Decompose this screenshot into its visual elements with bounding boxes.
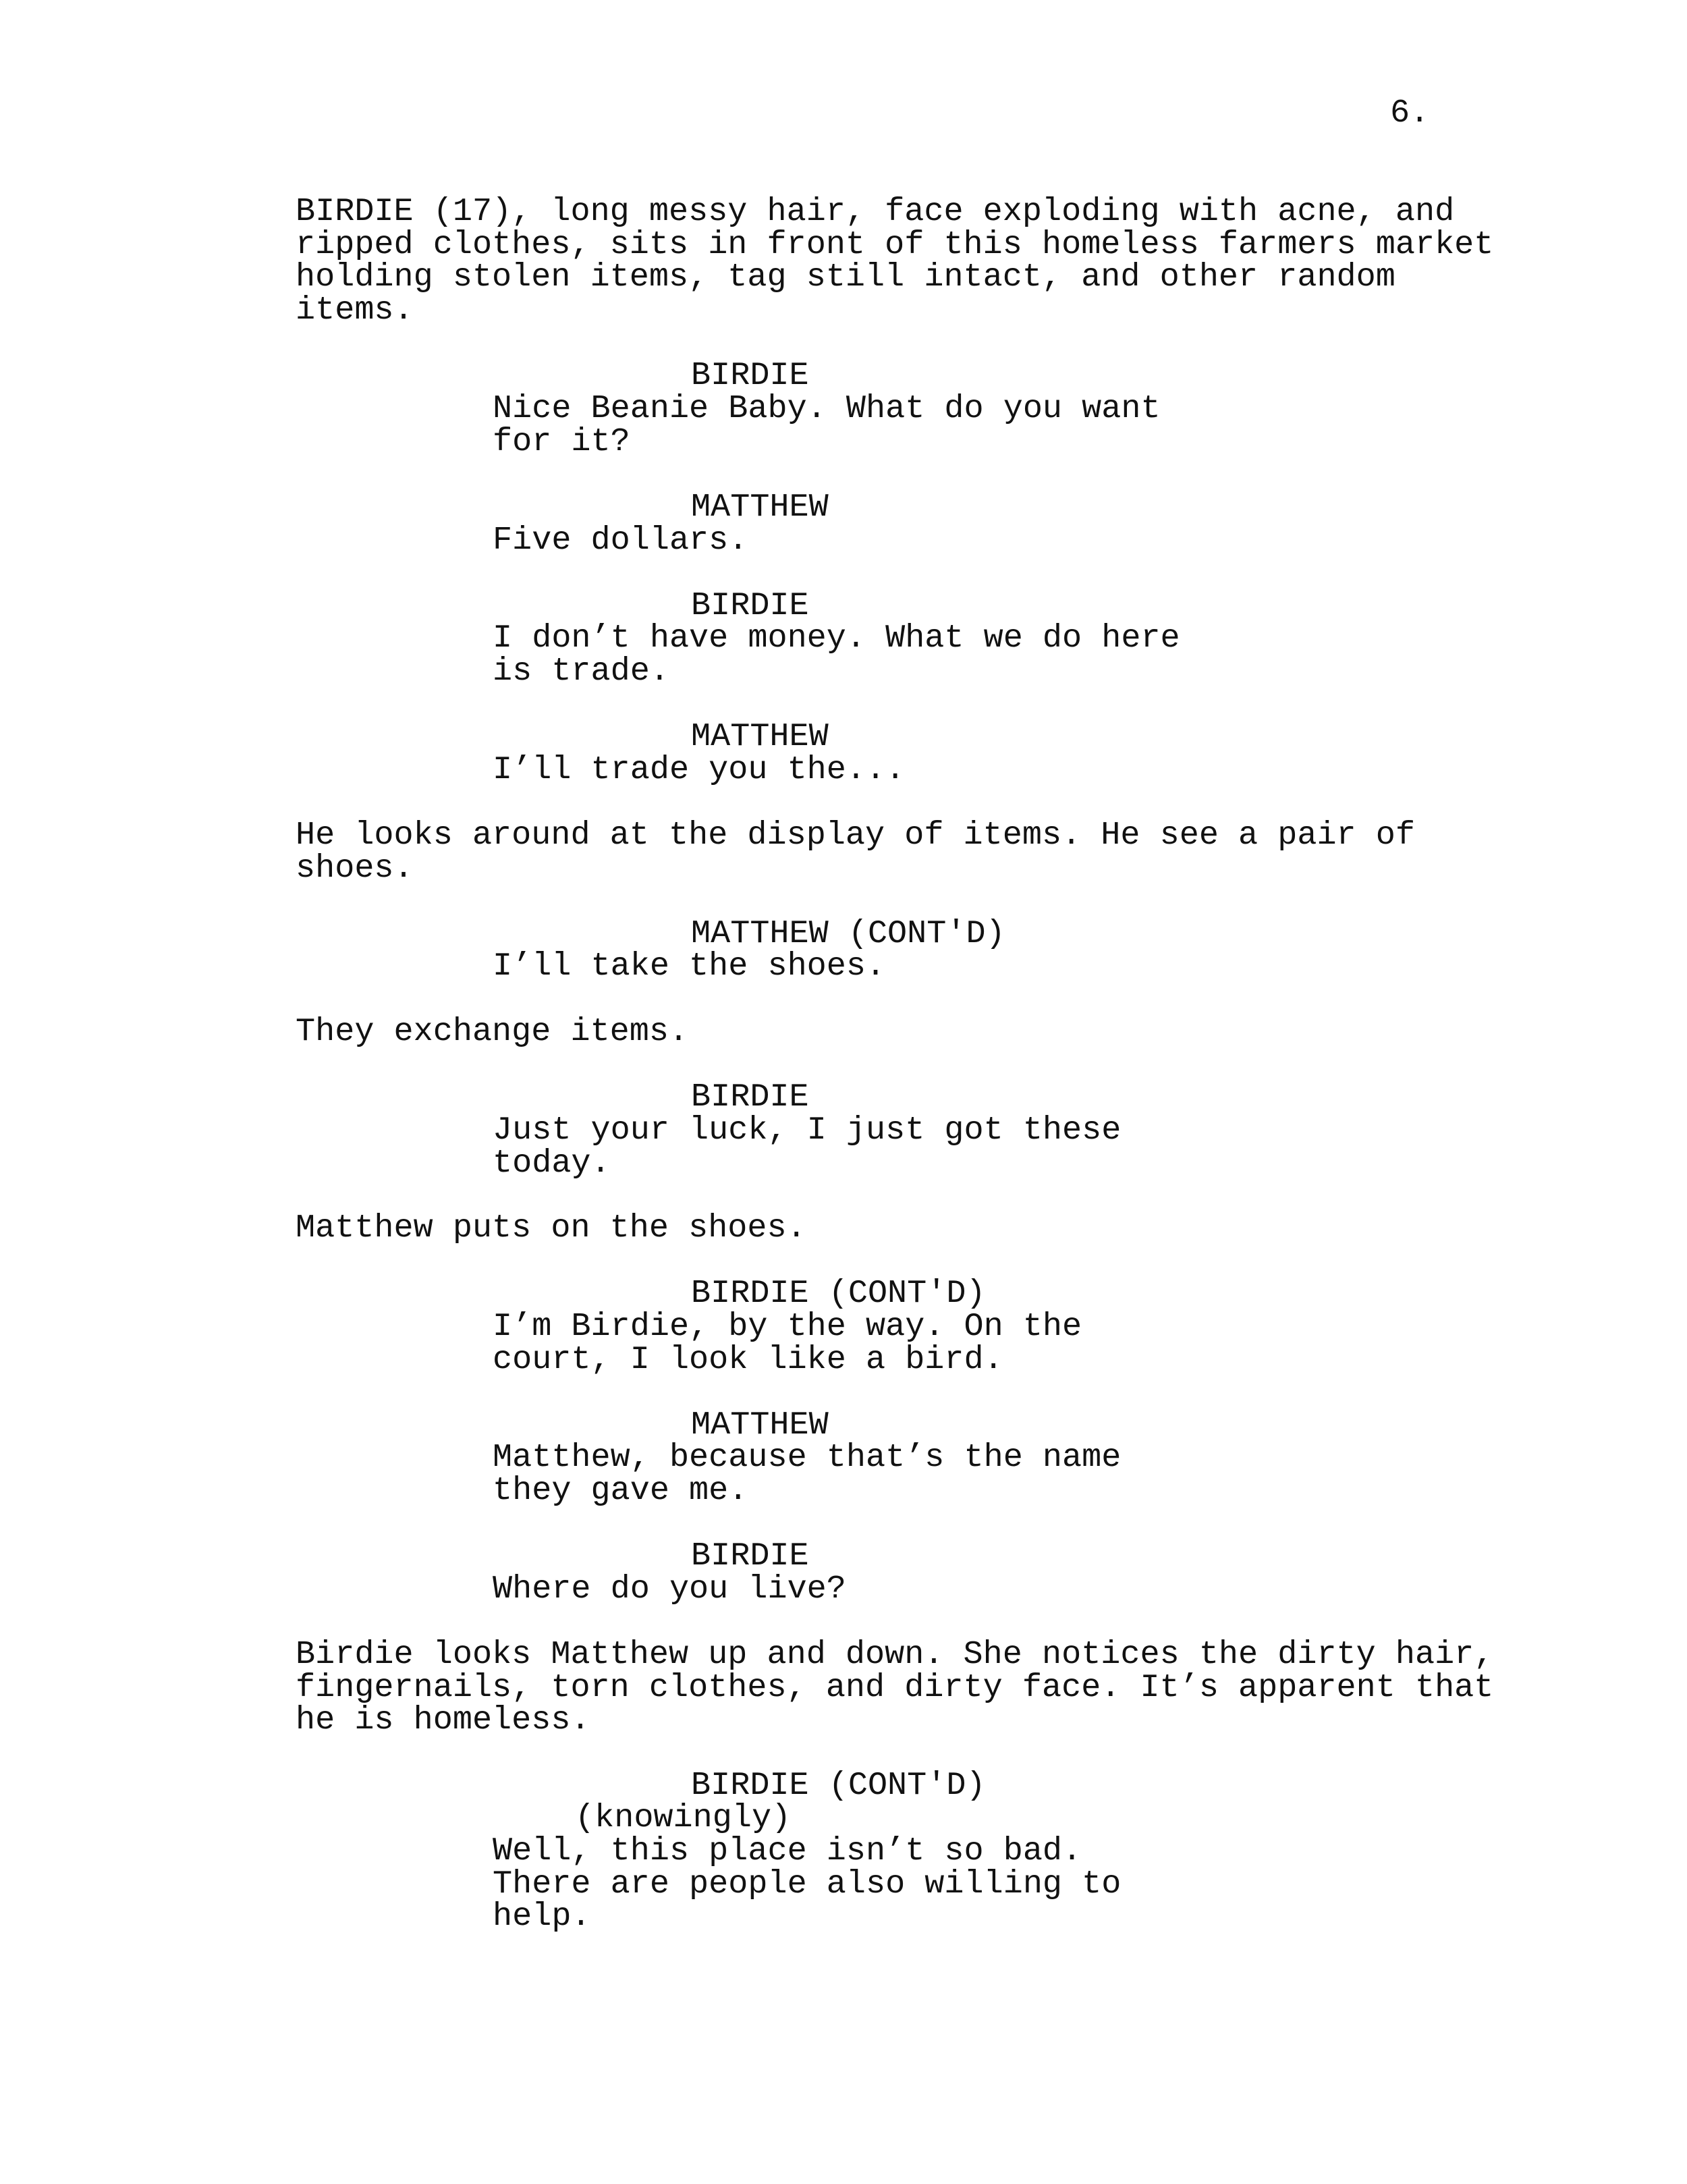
character-cue: BIRDIE xyxy=(691,1079,809,1116)
action-line: They exchange items. xyxy=(296,1013,689,1050)
dialogue-line: I’ll take the shoes. xyxy=(493,948,886,985)
dialogue-line: Where do you live? xyxy=(493,1571,846,1608)
character-cue: MATTHEW (CONT'D) xyxy=(691,915,1005,952)
dialogue-line: I’ll trade you the... xyxy=(493,751,906,788)
dialogue-line: Five dollars. xyxy=(493,522,748,559)
character-cue: BIRDIE xyxy=(691,1537,809,1575)
page-number: 6. xyxy=(1390,94,1430,132)
dialogue-line: Well, this place isn’t so bad. There are people also willing to help. xyxy=(493,1832,1122,1935)
dialogue-line: Just your luck, I just got these today. xyxy=(493,1112,1122,1182)
character-cue: BIRDIE (CONT'D) xyxy=(691,1767,986,1804)
parenthetical: (knowingly) xyxy=(575,1799,792,1836)
dialogue-line: I don’t have money. What we do here is trade. xyxy=(493,620,1180,690)
character-cue: MATTHEW xyxy=(691,1407,829,1444)
character-cue: MATTHEW xyxy=(691,718,829,755)
dialogue-line: Matthew, because that’s the name they gave me. xyxy=(493,1439,1122,1509)
action-line: He looks around at the display of items. He see a pair of shoes. xyxy=(296,817,1415,887)
character-cue: MATTHEW xyxy=(691,489,829,526)
action-line: BIRDIE (17), long messy hair, face exploding with acne, and ripped clothes, sits in front of this homeless farmers market holding stolen items, tag still intact, and other random items. xyxy=(296,193,1494,329)
character-cue: BIRDIE xyxy=(691,587,809,624)
action-line: Matthew puts on the shoes. xyxy=(296,1209,806,1247)
dialogue-line: Nice Beanie Baby. What do you want for it? xyxy=(493,390,1161,460)
dialogue-line: I’m Birdie, by the way. On the court, I look like a bird. xyxy=(493,1308,1082,1378)
character-cue: BIRDIE (CONT'D) xyxy=(691,1275,986,1312)
character-cue: BIRDIE xyxy=(691,357,809,394)
action-line: Birdie looks Matthew up and down. She notices the dirty hair, fingernails, torn clothes, and dirty face. It’s apparent that he is homeless. xyxy=(296,1636,1494,1739)
